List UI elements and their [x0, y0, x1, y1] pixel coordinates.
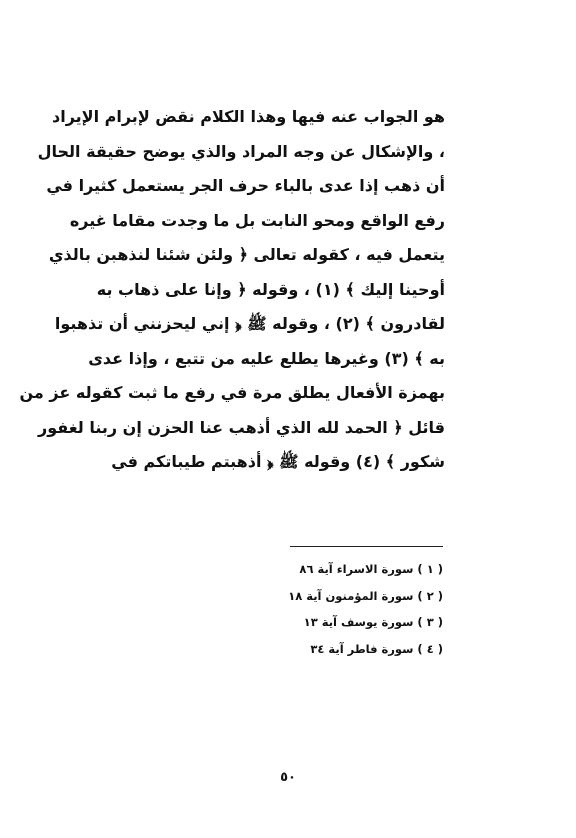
footnote-1: ( ١ ) سورة الاسراء آية ٨٦ — [299, 562, 443, 576]
footnotes — [288, 556, 443, 662]
text-line-4: رفع الواقع ومحو النابت بل ما وجدت مقاما غيره — [69, 210, 445, 230]
footnote-2: ( ٢ ) سورة المؤمنون آية ١٨ — [288, 588, 443, 603]
footnote-3: ( ٣ ) سورة يوسف آية ١٣ — [303, 615, 443, 629]
main-text — [19, 100, 445, 480]
page-number: ٥٠ — [280, 770, 296, 785]
text-line-1: هو الجواب عنه فيها وهذا الكلام نقض لإبرام الإيراد — [52, 107, 445, 126]
footnote-4: ( ٤ ) سورة فاطر آية ٣٤ — [310, 641, 443, 656]
text-line-7: لقادرون ﴾ (٢) ، وقوله ﷺ ﴿ إني ليحزنني أن تذهبوا — [54, 314, 445, 333]
footnote-separator — [290, 546, 443, 547]
text-line-3: أن ذهب إذا عدى بالباء حرف الجر يستعمل كثيرا في — [46, 176, 445, 195]
text-line-5: يتعمل فيه ، كقوله تعالى ﴿ ولئن شئنا لنذهبن بالذي — [48, 245, 445, 264]
text-line-6: أوحينا إليك ﴾ (١) ، وقوله ﴿ وإنا على ذهاب به — [96, 279, 445, 299]
text-line-10: قائل ﴿ الحمد لله الذي أذهب عنا الحزن إن ربنا لغفور — [37, 417, 445, 437]
text-line-8: به ﴾ (٣) وغيرها يطلع عليه من تتبع ، وإذا عدى — [88, 348, 445, 368]
text-line-2: ، والإشكال عن وجه المراد والذي يوضح حقيقة الحال — [37, 141, 445, 161]
text-line-11: شكور ﴾ (٤) وقوله ﷺ ﴿ أذهبتم طيباتكم في — [111, 452, 445, 471]
text-line-9: بهمزة الأفعال يطلق مرة في رفع ما ثبت كقوله عز من — [19, 383, 445, 402]
